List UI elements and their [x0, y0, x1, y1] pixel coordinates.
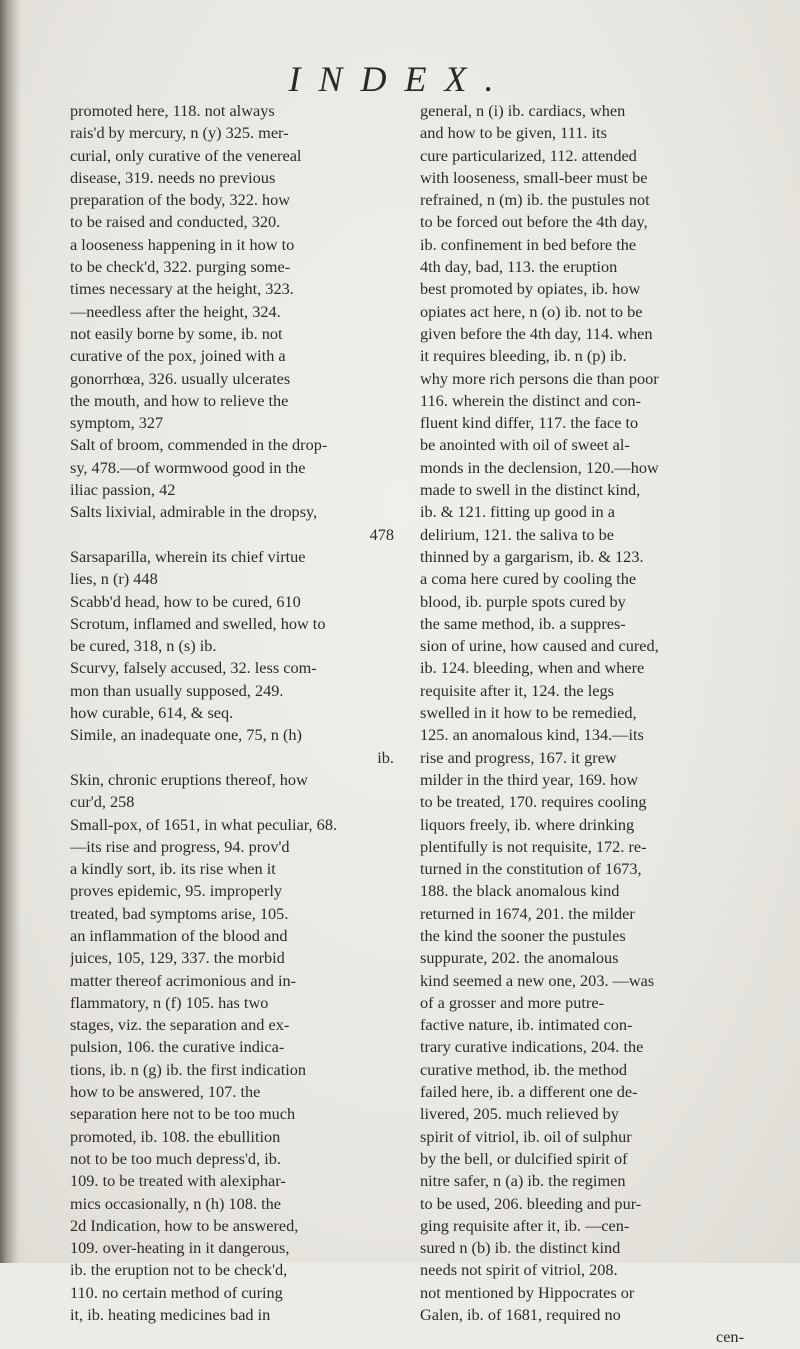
index-line: failed here, ib. a different one de-: [420, 1082, 638, 1102]
index-line: not easily borne by some, ib. not: [70, 323, 283, 343]
index-line: spirit of vitriol, ib. oil of sulphur: [420, 1126, 632, 1146]
index-line: not mentioned by Hippocrates or: [420, 1282, 635, 1302]
index-line: tions, ib. n (g) ib. the first indication: [70, 1059, 307, 1079]
index-line: proves epidemic, 95. improperly: [70, 881, 283, 901]
index-line: a coma here cured by cooling the: [420, 569, 637, 589]
index-line: why more rich persons die than poor: [420, 368, 659, 388]
index-line: to be raised and conducted, 320.: [70, 212, 281, 232]
index-line: how to be answered, 107. the: [70, 1082, 261, 1102]
index-line: nitre safer, n (a) ib. the regimen: [420, 1171, 626, 1191]
index-line: symptom, 327: [70, 413, 164, 433]
index-line: Scurvy, falsely accused, 32. less com-: [70, 658, 317, 678]
index-line: factive nature, ib. intimated con-: [420, 1015, 633, 1035]
index-line: ib. & 121. fitting up good in a: [420, 502, 615, 522]
index-line: mon than usually supposed, 249.: [70, 680, 284, 700]
index-line: Skin, chronic eruptions thereof, how: [70, 769, 308, 789]
index-line: a looseness happening in it how to: [70, 234, 295, 254]
index-line: suppurate, 202. the anomalous: [420, 948, 619, 968]
index-line: it requires bleeding, ib. n (p) ib.: [420, 346, 627, 366]
index-line: best promoted by opiates, ib. how: [420, 279, 641, 299]
index-line: Salts lixivial, admirable in the dropsy,: [70, 502, 318, 522]
index-line: Scabb'd head, how to be cured, 610: [70, 591, 301, 611]
running-head: INDEX.: [288, 59, 512, 99]
index-line: flammatory, n (f) 105. has two: [70, 992, 269, 1012]
index-line: cur'd, 258: [70, 792, 135, 812]
index-line: 110. no certain method of curing: [70, 1282, 283, 1302]
index-line: promoted, ib. 108. the ebullition: [70, 1126, 281, 1146]
index-line: general, n (i) ib. cardiacs, when: [420, 101, 626, 120]
index-line: matter thereof acrimonious and in-: [70, 970, 297, 990]
index-line: to be forced out before the 4th day,: [420, 212, 648, 232]
index-line: Scrotum, inflamed and swelled, how to: [70, 613, 326, 633]
binding-gutter: [0, 0, 22, 1263]
index-line: fluent kind differ, 117. the face to: [420, 413, 639, 433]
index-line: 109. over-heating in it dangerous,: [70, 1238, 290, 1258]
index-line: it, ib. heating medicines bad in: [70, 1305, 271, 1325]
index-line: the same method, ib. a suppres-: [420, 613, 626, 633]
index-line: iliac passion, 42: [70, 480, 176, 500]
index-line: 125. an anomalous kind, 134.—its: [420, 725, 644, 745]
index-line: Galen, ib. of 1681, required no: [420, 1305, 621, 1325]
index-line: blood, ib. purple spots cured by: [420, 591, 626, 611]
index-line: plentifully is not requisite, 172. re-: [420, 836, 647, 856]
index-line: 4th day, bad, 113. the eruption: [420, 257, 618, 277]
index-line: the kind the sooner the pustules: [420, 925, 626, 945]
index-line: sy, 478.—of wormwood good in the: [70, 457, 306, 477]
index-line: kind seemed a new one, 203. —was: [420, 970, 655, 990]
index-line: lies, n (r) 448: [70, 569, 158, 589]
index-line: how curable, 614, & seq.: [70, 703, 234, 723]
index-line: gonorrhœa, 326. usually ulcerates: [70, 368, 291, 388]
index-line: curative method, ib. the method: [420, 1059, 628, 1079]
index-line: separation here not to be too much: [70, 1104, 296, 1124]
index-line: trary curative indications, 204. the: [420, 1037, 644, 1057]
index-line: liquors freely, ib. where drinking: [420, 814, 635, 834]
index-line: made to swell in the distinct kind,: [420, 480, 641, 500]
index-line: curative of the pox, joined with a: [70, 346, 286, 366]
index-line: and how to be given, 111. its: [420, 123, 607, 143]
index-line: sion of urine, how caused and cured,: [420, 636, 659, 656]
index-line: to be treated, 170. requires cooling: [420, 792, 647, 812]
index-line: monds in the declension, 120.—how: [420, 457, 659, 477]
index-line: 2d Indication, how to be answered,: [70, 1215, 299, 1235]
index-line: be cured, 318, n (s) ib.: [70, 636, 217, 656]
index-line: opiates act here, n (o) ib. not to be: [420, 301, 643, 321]
index-line: treated, bad symptoms arise, 105.: [70, 903, 289, 923]
index-line: times necessary at the height, 323.: [70, 279, 294, 299]
index-line: curial, only curative of the venereal: [70, 145, 302, 165]
index-line: ib. 124. bleeding, when and where: [420, 658, 645, 678]
index-line: —needless after the height, 324.: [70, 301, 281, 321]
index-line: preparation of the body, 322. how: [70, 190, 291, 210]
index-line: Sarsaparilla, wherein its chief virtue: [70, 546, 306, 566]
index-line: promoted here, 118. not always: [70, 101, 275, 120]
index-line: needs not spirit of vitriol, 208.: [420, 1260, 618, 1280]
index-line: swelled in it how to be remedied,: [420, 703, 637, 723]
index-line: delirium, 121. the saliva to be: [420, 524, 614, 544]
index-line: turned in the constitution of 1673,: [420, 859, 642, 879]
index-line: sured n (b) ib. the distinct kind: [420, 1238, 621, 1258]
index-line: returned in 1674, 201. the milder: [420, 903, 635, 923]
index-line: requisite after it, 124. the legs: [420, 680, 614, 700]
index-line: the mouth, and how to relieve the: [70, 390, 289, 410]
index-line: an inflammation of the blood and: [70, 925, 288, 945]
index-line: not to be too much depress'd, ib.: [70, 1148, 281, 1168]
index-line: Simile, an inadequate one, 75, n (h): [70, 725, 302, 745]
index-line: stages, viz. the separation and ex-: [70, 1015, 290, 1035]
index-line: of a grosser and more putre-: [420, 992, 604, 1012]
index-line: —its rise and progress, 94. prov'd: [70, 836, 290, 856]
index-line: by the bell, or dulcified spirit of: [420, 1148, 628, 1168]
index-line: ib. the eruption not to be check'd,: [70, 1260, 288, 1280]
index-line: ib. confinement in bed before the: [420, 234, 637, 254]
index-line: refrained, n (m) ib. the pustules not: [420, 190, 650, 210]
index-line: Small-pox, of 1651, in what peculiar, 68.: [70, 814, 338, 834]
index-line: rais'd by mercury, n (y) 325. mer-: [70, 123, 289, 143]
index-line: to be used, 206. bleeding and pur-: [420, 1193, 642, 1213]
index-line: 116. wherein the distinct and con-: [420, 390, 641, 410]
index-line: rise and progress, 167. it grew: [420, 747, 617, 767]
left-column: [70, 100, 400, 1326]
index-line: be anointed with oil of sweet al-: [420, 435, 630, 455]
index-line: cen-: [715, 1327, 744, 1347]
index-line: mics occasionally, n (h) 108. the: [70, 1193, 281, 1213]
index-line: thinned by a gargarism, ib. & 123.: [420, 546, 644, 566]
index-line: 109. to be treated with alexiphar-: [70, 1171, 286, 1191]
index-line: ging requisite after it, ib. —cen-: [420, 1215, 630, 1235]
index-line: with looseness, small-beer must be: [420, 167, 648, 187]
index-line: milder in the third year, 169. how: [420, 769, 639, 789]
index-line: ib.: [377, 747, 394, 767]
index-line: 188. the black anomalous kind: [420, 881, 620, 901]
index-line: livered, 205. much relieved by: [420, 1104, 619, 1124]
index-line: to be check'd, 322. purging some-: [70, 257, 291, 277]
index-line: Salt of broom, commended in the drop-: [70, 435, 328, 455]
index-line: a kindly sort, ib. its rise when it: [70, 859, 276, 879]
index-line: pulsion, 106. the curative indica-: [70, 1037, 285, 1057]
right-column: [420, 100, 750, 1349]
index-line: cure particularized, 112. attended: [420, 145, 637, 165]
index-line: juices, 105, 129, 337. the morbid: [70, 948, 285, 968]
index-line: disease, 319. needs no previous: [70, 167, 276, 187]
index-line: 478: [369, 524, 394, 544]
index-line: given before the 4th day, 114. when: [420, 323, 653, 343]
